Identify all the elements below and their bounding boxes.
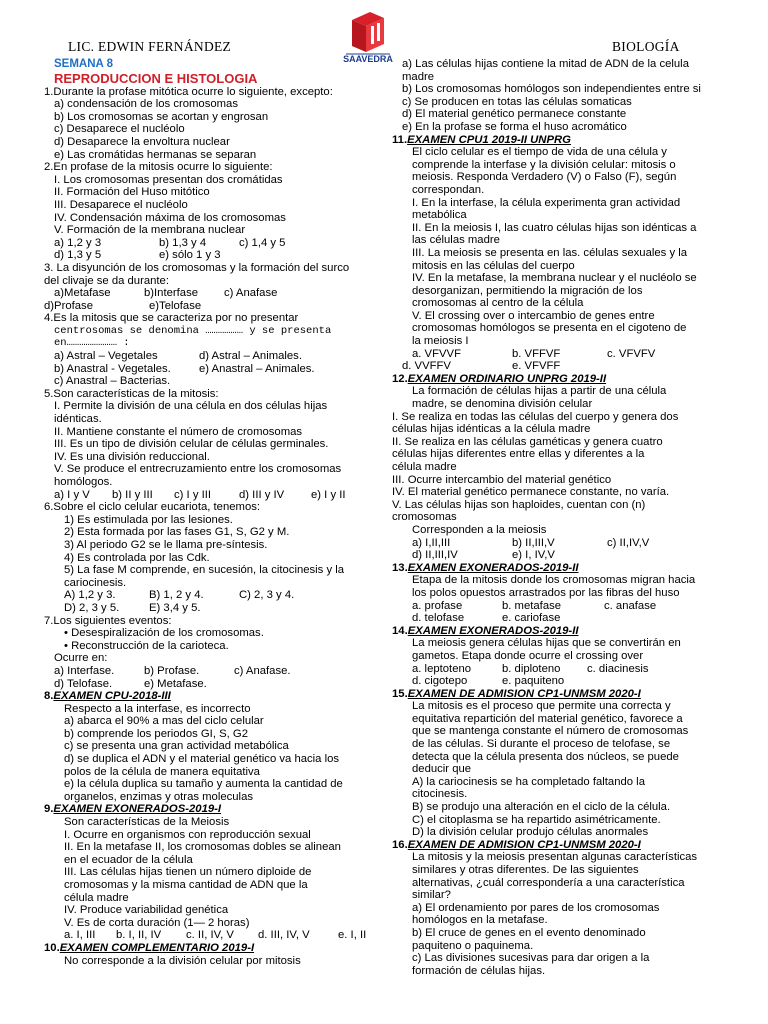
item: III. La meiosis se presenta en las. células sexuales y la: [412, 246, 688, 259]
item: III. Las células hijas tienen un número diploide de: [64, 866, 312, 879]
left-column: [44, 58, 370, 967]
answer: b. diploteno: [502, 662, 561, 675]
question-6-answers-row2: [44, 602, 370, 615]
question-number: 14.: [392, 624, 408, 637]
item: II. En la metafase II, los cromosomas dobles se alinean: [64, 841, 341, 854]
answer: c) Anafase: [224, 287, 278, 300]
answer: C) 2, 3 y 4.: [239, 589, 295, 602]
option: paquiteno o paquinema.: [412, 939, 534, 952]
question-15-stem: deducir que: [412, 763, 472, 776]
item: en el ecuador de la célula: [64, 853, 193, 866]
question-6-answers: [44, 589, 370, 602]
item: V. Las células hijas son haploides, cuentan con (n): [392, 498, 646, 511]
question-7-ocurre: Ocurre en:: [54, 652, 108, 665]
answer: a) Interfase.: [54, 664, 115, 677]
answer: b)Interfase: [144, 287, 199, 300]
item: mitosis en las células del cuerpo: [412, 259, 575, 272]
option: B) se produjo una alteración en el ciclo de la célula.: [412, 801, 671, 814]
question-11-answers: [392, 348, 726, 361]
option: b) Los cromosomas homólogos son independientes entre si: [402, 83, 701, 96]
question-12-stem: La formación de células hijas a partir de una célula: [412, 385, 667, 398]
question-15-options: [392, 776, 726, 839]
answer: d. III, IV, V: [258, 929, 310, 942]
question-12-answers: [392, 537, 726, 550]
question-number: 11.: [392, 133, 408, 146]
question-3-answers-row2: [44, 300, 370, 313]
answer: d. telofase: [412, 612, 465, 625]
answer: B) 1, 2 y 4.: [149, 589, 204, 602]
answer: b) Anastral - Vegetales.: [54, 362, 171, 375]
answer: e. paquiteno: [502, 675, 565, 688]
exam-label: EXAMEN ORDINARIO UNPRG 2019-II: [407, 372, 607, 385]
answer: a)Metafase: [54, 287, 111, 300]
item: • Desespiralización de los cromosomas.: [64, 627, 264, 640]
answer: c. anafase: [604, 599, 657, 612]
answer: d) Telofase.: [54, 677, 113, 690]
option: a) condensación de los cromosomas: [54, 98, 238, 111]
question-3-answers: [44, 287, 370, 300]
answer: c. II, IV, V: [186, 929, 234, 942]
item: la meiosis I: [412, 335, 469, 348]
item: V. Es de corta duración (1— 2 horas): [64, 916, 250, 929]
answer: e)Telofase: [149, 299, 202, 312]
question-11-items: [392, 197, 726, 348]
item: II. Se realiza en las células gaméticas y genera cuatro: [392, 435, 663, 448]
answer: A) 1,2 y 3.: [64, 589, 116, 602]
item: 3) Al periodo G2 se le llama pre-síntesis.: [64, 538, 268, 551]
question-16-options: [392, 902, 726, 978]
item: homólogos.: [54, 476, 113, 488]
item: IV. Condensación máxima de los cromosomas: [54, 211, 286, 224]
answer: e) Anastral – Animales.: [199, 362, 315, 375]
question-number: 10.: [44, 941, 60, 954]
question-15-stem: equitativa repartición del material genético, favorece a: [412, 712, 683, 725]
answer: c. VFVFV: [607, 347, 656, 360]
question-13-answers: [392, 600, 726, 613]
question-13-stem: los polos opuestos arrastrados por las fibras del huso: [412, 586, 680, 599]
question-1-stem: 1.Durante la profase mitótica ocurre lo siguiente, excepto:: [44, 85, 333, 98]
question-1-options: [44, 98, 370, 161]
option: e) Las cromátidas hermanas se separan: [54, 148, 257, 161]
question-3-stem-cont: del clivaje se da durante:: [44, 274, 169, 287]
answer: c) Anastral – Bacterias.: [54, 375, 171, 388]
question-8-options: [44, 715, 370, 803]
option: d) se duplica el ADN y el material genético va hacia los: [64, 753, 340, 766]
question-7-answers-row2: [44, 678, 370, 691]
option: c) Se producen en totas las células somaticas: [402, 95, 632, 108]
question-11-heading: [392, 134, 726, 147]
item: célula madre: [392, 461, 457, 473]
question-14-answers-row2: [392, 675, 726, 688]
answer: b) II y III: [112, 488, 153, 501]
answer: d)Profase: [44, 299, 93, 312]
question-9-heading: [44, 803, 370, 816]
question-number: 16.: [392, 838, 408, 851]
item: III. Es un tipo de división celular de células germinales.: [54, 438, 329, 451]
item: célula madre: [64, 891, 129, 904]
answer: e. cariofase: [502, 612, 561, 625]
exam-label: EXAMEN EXONERADOS-2019-II: [407, 561, 579, 574]
option: formación de células hijas.: [412, 964, 546, 977]
question-14-answers: [392, 663, 726, 676]
question-2-answers: [44, 237, 370, 250]
option: organelos, enzimas y otras moleculas: [64, 790, 253, 803]
option: d) Desaparece la envoltura nuclear: [54, 135, 230, 148]
question-4-stem-cont: centrosomas se denomina ……………… y se presenta: [54, 324, 332, 337]
question-number: 12.: [392, 372, 408, 385]
question-4-stem: 4.Es la mitosis que se caracteriza por no presentar: [44, 312, 299, 325]
item: IV. El material genético permanece constante, no varía.: [392, 486, 670, 499]
question-15-stem: de las células. Si durante el proceso de telofase, se: [412, 738, 671, 751]
question-14-stem: gametos. Etapa donde ocurre el crossing over: [412, 649, 644, 662]
answer: b. metafase: [502, 599, 562, 612]
item: I. Los cromosomas presentan dos cromátidas: [54, 173, 283, 186]
author-name: LIC. EDWIN FERNÁNDEZ: [68, 39, 232, 54]
exam-label: EXAMEN EXONERADOS-2019-II: [407, 624, 579, 637]
question-number: 15.: [392, 687, 408, 700]
answer: d) II,III,IV: [412, 549, 458, 562]
exam-label: EXAMEN COMPLEMENTARIO 2019-I: [59, 941, 255, 954]
question-2-stem: 2.En profase de la mitosis ocurre lo siguiente:: [44, 161, 273, 174]
option: citocinesis.: [412, 788, 468, 801]
question-5-stem: 5.Son características de la mitosis:: [44, 387, 219, 400]
answer: b) 1,3 y 4: [159, 236, 207, 249]
item: las células madre: [412, 234, 500, 247]
answer: e) sólo 1 y 3: [159, 249, 221, 262]
item: 2) Esta formada por las fases G1, S, G2 y M.: [64, 526, 290, 539]
question-15-stem: La mitosis es el proceso que permite una correcta y: [412, 700, 671, 713]
exam-label: EXAMEN CPU-2018-III: [53, 690, 171, 703]
question-11-stem: correspondan.: [412, 183, 485, 196]
answer: a) Astral – Vegetales: [54, 350, 158, 363]
question-4-answers-row2: [44, 363, 370, 376]
item: IV. Es una división reduccional.: [54, 450, 210, 463]
question-9-stem: Son características de la Meiosis: [64, 816, 230, 829]
answer: a) 1,2 y 3: [54, 236, 102, 249]
answer: d. cigotepo: [412, 675, 468, 688]
item: 4) Es controlada por las Cdk.: [64, 551, 210, 564]
option: a) Las células hijas contiene la mitad de ADN de la celula: [402, 58, 689, 70]
option: D) la división celular produjo células anormales: [412, 826, 649, 839]
answer: D) 2, 3 y 5.: [64, 601, 120, 614]
item: células hijas idénticas a la célula madre: [392, 423, 591, 436]
answer: E) 3,4 y 5.: [149, 601, 201, 614]
question-2-answers-row2: [44, 249, 370, 262]
right-column: [392, 58, 726, 977]
answer: c) 1,4 y 5: [239, 236, 286, 249]
item: IV. En la metafase, la membrana nuclear y el nucléolo se: [412, 272, 697, 285]
question-10-heading: [44, 942, 370, 955]
answer: e) I y II: [311, 488, 346, 501]
question-11-stem: meiosis. Responda Verdadero (V) o Falso (F), según: [412, 171, 677, 184]
question-8-stem: Respecto a la interfase, es incorrecto: [64, 702, 251, 715]
question-7-stem: 7.Los siguientes eventos:: [44, 614, 172, 627]
answer: e. I, II: [338, 929, 367, 942]
option: polos de la célula de manera equitativa: [64, 765, 260, 778]
question-14-heading: [392, 625, 726, 638]
section-title: REPRODUCCION E HISTOLOGIA: [54, 70, 258, 86]
answer: e) Metafase.: [144, 677, 207, 690]
answer: d) Astral – Animales.: [199, 350, 302, 363]
question-5-answers: [44, 489, 370, 502]
answer: c) I y III: [174, 488, 212, 501]
option: d) El material genético permanece constante: [402, 108, 627, 121]
option: b) comprende los periodos GI, S, G2: [64, 727, 248, 740]
answer: a) I,II,III: [412, 536, 451, 549]
answer: b) II,III,V: [512, 536, 555, 549]
item: metabólica: [412, 209, 467, 222]
question-5-items: [44, 400, 370, 488]
item: V. Formación de la membrana nuclear: [54, 224, 246, 237]
item: IV. Produce variabilidad genética: [64, 904, 229, 917]
question-16-stem: similares y otras diferentes. De las siguientes: [412, 864, 639, 876]
question-9-answers: [44, 929, 370, 942]
question-7-answers: [44, 665, 370, 678]
question-number: 9.: [44, 803, 54, 816]
item: 5) La fase M comprende, en sucesión, la citocinesis y la: [64, 564, 345, 577]
answer: a. leptoteno: [412, 662, 472, 675]
answer: a. VFVVF: [412, 347, 461, 360]
option: A) la cariocinesis se ha completado faltando la: [412, 775, 645, 788]
option: C) el citoplasma se ha repartido asimétricamente.: [412, 813, 661, 826]
option: madre: [402, 70, 435, 83]
option: a) El ordenamiento por pares de los cromosomas: [412, 901, 660, 914]
item: III. Ocurre intercambio del material genético: [392, 473, 612, 486]
option: c) Desaparece el nucléolo: [54, 123, 185, 136]
answer: d. VVFFV: [402, 360, 451, 373]
question-14-stem: La meiosis genera células hijas que se convertirán en: [412, 637, 681, 650]
question-6-stem: 6.Sobre el ciclo celular eucariota, tenemos:: [44, 501, 261, 514]
item: V. Se produce el entrecruzamiento entre los cromosomas: [54, 463, 342, 476]
question-number: 8.: [44, 690, 54, 703]
question-9-items: [44, 829, 370, 930]
question-15-stem: detecta que la célula presenta dos núcleos, se puede: [412, 750, 679, 763]
question-number: 13.: [392, 561, 408, 574]
question-16-heading: [392, 839, 726, 852]
question-10-stem: No corresponde a la división celular por mitosis: [64, 954, 301, 967]
option: c) se presenta una gran actividad metabólica: [64, 740, 289, 753]
item: cromosomas al centro de la célula: [412, 297, 584, 310]
answer: a. I, III: [64, 929, 96, 942]
item: II. Mantiene constante el número de cromosomas: [54, 425, 303, 438]
answer: b. I, II, IV: [116, 929, 162, 942]
answer: b. VFFVF: [512, 347, 561, 360]
question-15-heading: [392, 688, 726, 701]
item: V. El crossing over o intercambio de genes entre: [412, 309, 655, 322]
item: cromosomas: [392, 511, 457, 524]
question-12-items: [392, 411, 726, 524]
answer: a) I y V: [54, 488, 90, 501]
item: I. En la interfase, la célula experimenta gran actividad: [412, 196, 681, 209]
question-11-stem: El ciclo celular es el tiempo de vida de una célula y: [412, 146, 667, 159]
question-4-answers: [44, 350, 370, 363]
item: células hijas diferentes entre ellas y diferentes a la: [392, 448, 645, 461]
answer: b) Profase.: [144, 664, 200, 677]
item: I. Permite la división de una célula en dos células hijas: [54, 400, 328, 413]
question-16-stem: La mitosis y la meiosis presentan algunas características: [412, 851, 698, 864]
question-12-heading: [392, 373, 726, 386]
item: III. Desaparece el nucléolo: [54, 198, 188, 211]
question-11-answers-row2: [392, 360, 726, 373]
question-12-stem: madre, se denomina división celular: [412, 398, 593, 411]
option: homólogos en la metafase.: [412, 914, 548, 927]
question-8-heading: [44, 690, 370, 703]
option: a) abarca el 90% a mas del ciclo celular: [64, 715, 264, 728]
question-12-corresponden: Corresponden a la meiosis: [412, 523, 547, 536]
answer: d) 1,3 y 5: [54, 249, 102, 262]
answer: e) I, IV,V: [512, 549, 555, 562]
item: • Reconstrucción de la carioteca.: [64, 639, 229, 652]
answer: e. VFVFF: [512, 360, 561, 373]
question-16-stem: similar?: [412, 889, 451, 902]
item: cariocinesis.: [64, 576, 127, 589]
question-2-items: [44, 174, 370, 237]
item: cromosomas y la misma cantidad de ADN que la: [64, 879, 308, 891]
question-13-stem: Etapa de la mitosis donde los cromosomas migran hacia: [412, 574, 696, 587]
item: II. En la meiosis I, las cuatro células hijas son idénticas a: [412, 221, 697, 234]
question-13-answers-row2: [392, 612, 726, 625]
answer: c) II,IV,V: [607, 536, 650, 549]
option: b) El cruce de genes en el evento denominado: [412, 926, 646, 939]
item: I. Se realiza en todas las células del cuerpo y genera dos: [392, 410, 679, 423]
question-11-stem: comprende la interfase y la división celular: mitosis o: [412, 158, 676, 171]
item: I. Ocurre en organismos con reproducción sexual: [64, 828, 311, 841]
answer: c) Anafase.: [234, 664, 291, 677]
option: b) Los cromosomas se acortan y engrosan: [54, 110, 269, 123]
exam-label: EXAMEN DE ADMISION CP1-UNMSM 2020-I: [407, 687, 641, 700]
item: II. Formación del Huso mitótico: [54, 186, 210, 199]
item: cromosomas homólogos se presenta en el cigoteno de: [412, 322, 687, 335]
logo-text: SAAVEDRA: [343, 54, 393, 64]
answer: d) III y IV: [239, 488, 285, 501]
item: idénticas.: [54, 413, 102, 426]
question-6-items: [44, 514, 370, 590]
exam-label: EXAMEN CPU1 2019-II UNPRG: [407, 133, 571, 146]
question-12-answers-row2: [392, 549, 726, 562]
question-4-stem-cont2: en…………………… :: [54, 337, 130, 350]
answer: c. diacinesis: [587, 662, 649, 675]
option: e) la célula duplica su tamaño y aumenta la cantidad de: [64, 778, 343, 791]
answer: a. profase: [412, 599, 463, 612]
question-3-stem: 3. La disyunción de los cromosomas y la formación del surco: [44, 261, 350, 274]
question-10-options: [392, 58, 726, 134]
question-15-stem: que se mantenga constante el número de cromosomas: [412, 725, 689, 738]
item: desorganizan, permitiendo la migración de los: [412, 284, 643, 297]
option: e) En la profase se forma el huso acromático: [402, 120, 627, 133]
exam-label: EXAMEN EXONERADOS-2019-I: [53, 803, 222, 816]
question-16-stem: alternativas, ¿cuál correspondería a una característica: [412, 876, 685, 889]
item: 1) Es estimulada por las lesiones.: [64, 513, 233, 526]
question-13-heading: [392, 562, 726, 575]
option: c) Las divisiones sucesivas para dar origen a la: [412, 952, 650, 965]
exam-label: EXAMEN DE ADMISION CP1-UNMSM 2020-I: [407, 838, 641, 851]
week-label: SEMANA 8: [54, 58, 113, 70]
subject-title: BIOLOGÍA: [612, 39, 680, 54]
